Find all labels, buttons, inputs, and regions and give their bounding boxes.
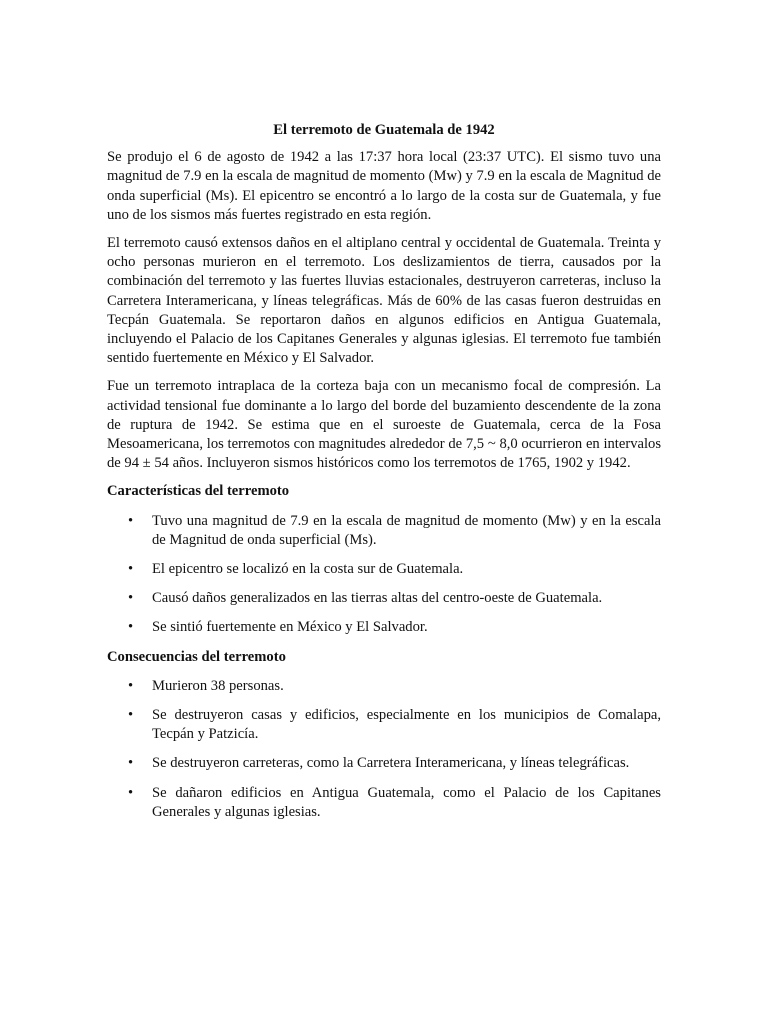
list-item-text: Causó daños generalizados en las tierras altas del centro-oeste de Guatemala. xyxy=(152,590,603,607)
bullet-icon: • xyxy=(128,755,134,772)
document-title: El terremoto de Guatemala de 1942 xyxy=(273,122,495,138)
bullet-icon: • xyxy=(128,619,134,636)
list-item xyxy=(107,706,661,744)
list-item-text: Tuvo una magnitud de 7.9 en la escala de magnitud de momento (Mw) y en la escala de Magnitud de onda superficial (Ms). xyxy=(152,512,661,548)
list-item-text: Se destruyeron casas y edificios, especialmente en los municipios de Comalapa, Tecpán y Patzicía. xyxy=(152,707,661,743)
list-item-text: Se sintió fuertemente en México y El Salvador. xyxy=(152,619,428,636)
list-item-text: Se dañaron edificios en Antigua Guatemala, como el Palacio de los Capitanes Generales y algunas iglesias. xyxy=(152,784,661,820)
paragraph-damage: El terremoto causó extensos daños en el altiplano central y occidental de Guatemala. Treinta y ocho personas murieron en el terremoto. Los deslizamientos de tierra, causados por la combinación del terremoto y las fuertes lluvias estacionales, destruyeron carreteras, incluso la Carretera Interamericana, y líneas telegráficas. Más de 60% de las casas fueron destruidas en Tecpán Guatemala. Se reportaron daños en algunos edificios en Antigua Guatemala, incluyendo el Palacio de los Capitanes Generales y algunas iglesias. El terremoto fue también sentido fuertemente en México y El Salvador. xyxy=(107,235,661,367)
paragraph-tectonics: Fue un terremoto intraplaca de la corteza baja con un mecanismo focal de compresión. La actividad tensional fue dominante a lo largo del borde del buzamiento descendente de la zona de ruptura de 1942. Se estima que en el suroeste de Guatemala, cerca de la Fosa Mesoamericana, los terremotos con magnitudes alrededor de 7,5 ~ 8,0 ocurrieron en intervalos de 94 ± 54 años. Incluyeron sismos históricos como los terremotos de 1765, 1902 y 1942. xyxy=(107,378,661,472)
bullet-icon: • xyxy=(128,590,134,607)
bullet-icon: • xyxy=(128,677,134,694)
document-page xyxy=(107,121,661,832)
bullet-icon: • xyxy=(128,784,134,801)
characteristics-list xyxy=(107,512,661,638)
list-item xyxy=(107,560,661,579)
bullet-icon: • xyxy=(128,561,134,578)
list-item xyxy=(107,784,661,822)
paragraph-intro: Se produjo el 6 de agosto de 1942 a las 17:37 hora local (23:37 UTC). El sismo tuvo una magnitud de 7.9 en la escala de magnitud de momento (Mw) y 7.9 en la escala de Magnitud de onda superficial (Ms). El epicentro se encontró a lo largo de la costa sur de Guatemala, y fue uno de los sismos más fuertes registrado en esta región. xyxy=(107,149,661,223)
list-item-text: El epicentro se localizó en la costa sur de Guatemala. xyxy=(152,561,464,578)
consequences-list xyxy=(107,677,661,822)
bullet-icon: • xyxy=(128,512,134,529)
section-heading-characteristics: Características del terremoto xyxy=(107,483,290,500)
list-item xyxy=(107,512,661,550)
list-item xyxy=(107,589,661,608)
list-item-text: Se destruyeron carreteras, como la Carretera Interamericana, y líneas telegráficas. xyxy=(152,755,630,772)
list-item xyxy=(107,677,661,696)
list-item-text: Murieron 38 personas. xyxy=(152,677,284,694)
list-item xyxy=(107,618,661,637)
section-heading-consequences: Consecuencias del terremoto xyxy=(107,648,286,665)
list-item xyxy=(107,754,661,773)
bullet-icon: • xyxy=(128,707,134,724)
